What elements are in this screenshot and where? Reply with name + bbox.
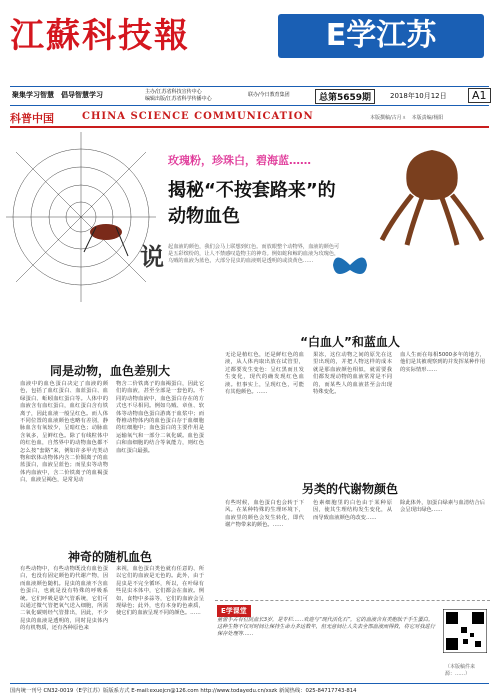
section-label-cn: 科普中国 bbox=[10, 112, 54, 125]
intro-box bbox=[140, 244, 340, 294]
brand-text: E学江苏 bbox=[325, 18, 437, 53]
credits: 本版撰稿/古月ㄨ 本版责编/杨阳 bbox=[370, 115, 444, 121]
section4-col1: 有些时候，血色蛋白也会转于下风。在某种特殊的生理环境下，血液里的颜色会发生转化，即代谢产物带来的颜色。…… bbox=[225, 500, 304, 529]
slogan: 聚集学习智慧 倡导智慧学习 bbox=[12, 91, 103, 99]
promo-credit: （本版稿件来源：……） bbox=[445, 664, 476, 677]
octopus-illustration bbox=[372, 140, 492, 250]
section4-col2: 色素细胞里的白色由于某种原因，使其生理结构发生变化，从而导致血液颜色的改变…… bbox=[313, 500, 392, 521]
section-header bbox=[10, 110, 489, 124]
brand-logo bbox=[278, 14, 484, 58]
newspaper-title bbox=[10, 8, 270, 58]
issue-number: 总第5659期 bbox=[315, 89, 375, 104]
promo-box bbox=[215, 600, 490, 681]
section1-col1: 血液中的血色蛋白决定了血液的颜色，包括了血红蛋白、血蓝蛋白、血绿蛋白、蚯蚓血红蛋白等。人体中的血液含有血红蛋白，血红蛋白含有铁离子，因此血液一般呈红色。而人体不同位置的血液颜色也略有差别，静脉血含有氧较少，呈暗红色；动脉血含氧多，呈鲜红色。除了有线粒体中的红色血，自然界中的动物血色都不怎么按“套路”来，例如许多甲壳类动物和软体动物体内含二价铜离子的血蓝蛋白，血液呈蓝色；而星虫等动物体内血液中，含二价铁离子的血褐蛋白，血液呈褐色，是常见动 bbox=[20, 381, 108, 484]
section-title-white-blue-blood: “白血人”和蓝血人 bbox=[300, 335, 400, 349]
footer-text: 国内统一刊号 CN32-0019（E学江苏）版版系方式 E-mail:exuejcn@126.com http://www.todayedu.cn/xszk 新闻热线：025-84717743-814 bbox=[10, 688, 357, 694]
info-bar bbox=[10, 86, 489, 106]
hero-headline-1: 揭秘“不按套路来”的 bbox=[168, 180, 336, 201]
section3-col3: 血人生而在每相5000多年的地方，他们是其被观察到的并发挥某种作用的实际情形…… bbox=[400, 352, 485, 373]
section-label-en: CHINA SCIENCE COMMUNICATION bbox=[82, 111, 314, 122]
section-title-random-blood: 神奇的随机血色 bbox=[67, 550, 152, 564]
page-number: A1 bbox=[468, 88, 491, 103]
spider-web-illustration bbox=[6, 132, 156, 302]
section2-col1: 有些动物中，有些动物既没有血色蛋白，也没有固定颜色的代谢产物，因而血液颜色随机。昆虫的血液不含血色蛋白，也就是没有特殊的呼吸系统。它们呼吸是靠气管系统，它们可以通过微气管把氧气送入细胞，所需二氧化碳则经气管排出，因此，不少昆虫的血液是透明的，同时昆虫体内的有机物质，还有各种原色来 bbox=[20, 566, 108, 632]
union: 联办/今日教育集团 bbox=[248, 92, 290, 98]
section2-col2: 来视，血色蛋白类色就有任意的、所以它们的血液是无色的。此外，由于昆虫是不完全循环，所以，在叶绿有些昆虫本体中，它们都会在血液。例如，食物中多蒜等，它们的血液会呈现绿色；此外，也有本身的色素质，使它们的血液呈现不同的颜色。…… bbox=[116, 566, 204, 617]
footer bbox=[10, 683, 489, 694]
promo-label: E学课堂 bbox=[217, 605, 251, 617]
butterfly-icon bbox=[330, 245, 370, 290]
issue-date: 2018年10月12日 bbox=[390, 92, 447, 100]
hero-headline-2: 动物血色 bbox=[168, 206, 240, 227]
section3-col2: 果冻，这位动物之间的原先在这里出现的，并把人物这样的成本就是那血液颜色相似，就需要我们都发现动物的血液常常是不同的，而某些人的血液甚至会出现特殊变化。 bbox=[313, 352, 392, 396]
editor: 编辑出版/江苏省科学传播中心 bbox=[145, 96, 212, 102]
promo-text: 童蕾手古有位阮血长3岁，是专栏……欢迎与“现代活化石”，它的血液含有类胞肽千手生蛋白。这种生物不仅对时间让保持生命力多达数年，但无意间让人失去全部血液而得救，将它对我进行保存处理等…… bbox=[217, 617, 435, 638]
section3-col1: 无论是植红色，还是鲜红色的血液，从人体内取出放在试管里，过都要发生变色：呈红黑而且发生变化，现代的确发现红色血液。但事实上，呈现红色，可能有其他颜色。…… bbox=[225, 352, 304, 396]
newspaper-title-text: 江蘇科技報 bbox=[10, 16, 190, 56]
section1-col2: 物含二价铁离子的血褐蛋白，因此它们的血液，甚至全部是一套色的。不同的动物血液中，血色蛋白存在的方式也不尽相同。例如乌贼、章鱼、软体等动物血色蛋白游离于血浆中；而脊椎动物体内的血色蛋白存于血细胞的红细胞中；血色蛋白的主要作用是运输氧气和一部分二氧化碳。血色蛋白和血细胞的结合等氧能力，则红色血红蛋白最强。 bbox=[116, 381, 204, 454]
sponsor: 主办/江苏省科技宣传中心 bbox=[145, 89, 202, 95]
section4-col3: 除此体外，加蛋白绿素与血清结合后会呈现出绿色…… bbox=[400, 500, 485, 514]
qr-code-icon[interactable] bbox=[443, 609, 487, 653]
section-title-same-animal: 同是动物，血色差别大 bbox=[49, 364, 170, 378]
intro-text: 起血液的颜色，我们会马上联想到红色。而放眼整个动物界，血液的颜色可是五彩缤纷的，让人不禁感叹造物主的神奇。例如蛇和鲸的血液为玫瑰色，乌贼的血液为蓝色，大部分昆虫的血液则是透明的或淡黄色…… bbox=[168, 244, 340, 265]
hero-subtitle: 玫瑰粉，珍珠白，碧海蓝…… bbox=[168, 154, 311, 167]
intro-drop-cap: 说 bbox=[140, 243, 164, 271]
section-rule bbox=[10, 126, 489, 128]
section-title-metabolite: 另类的代谢物颜色 bbox=[301, 482, 398, 496]
